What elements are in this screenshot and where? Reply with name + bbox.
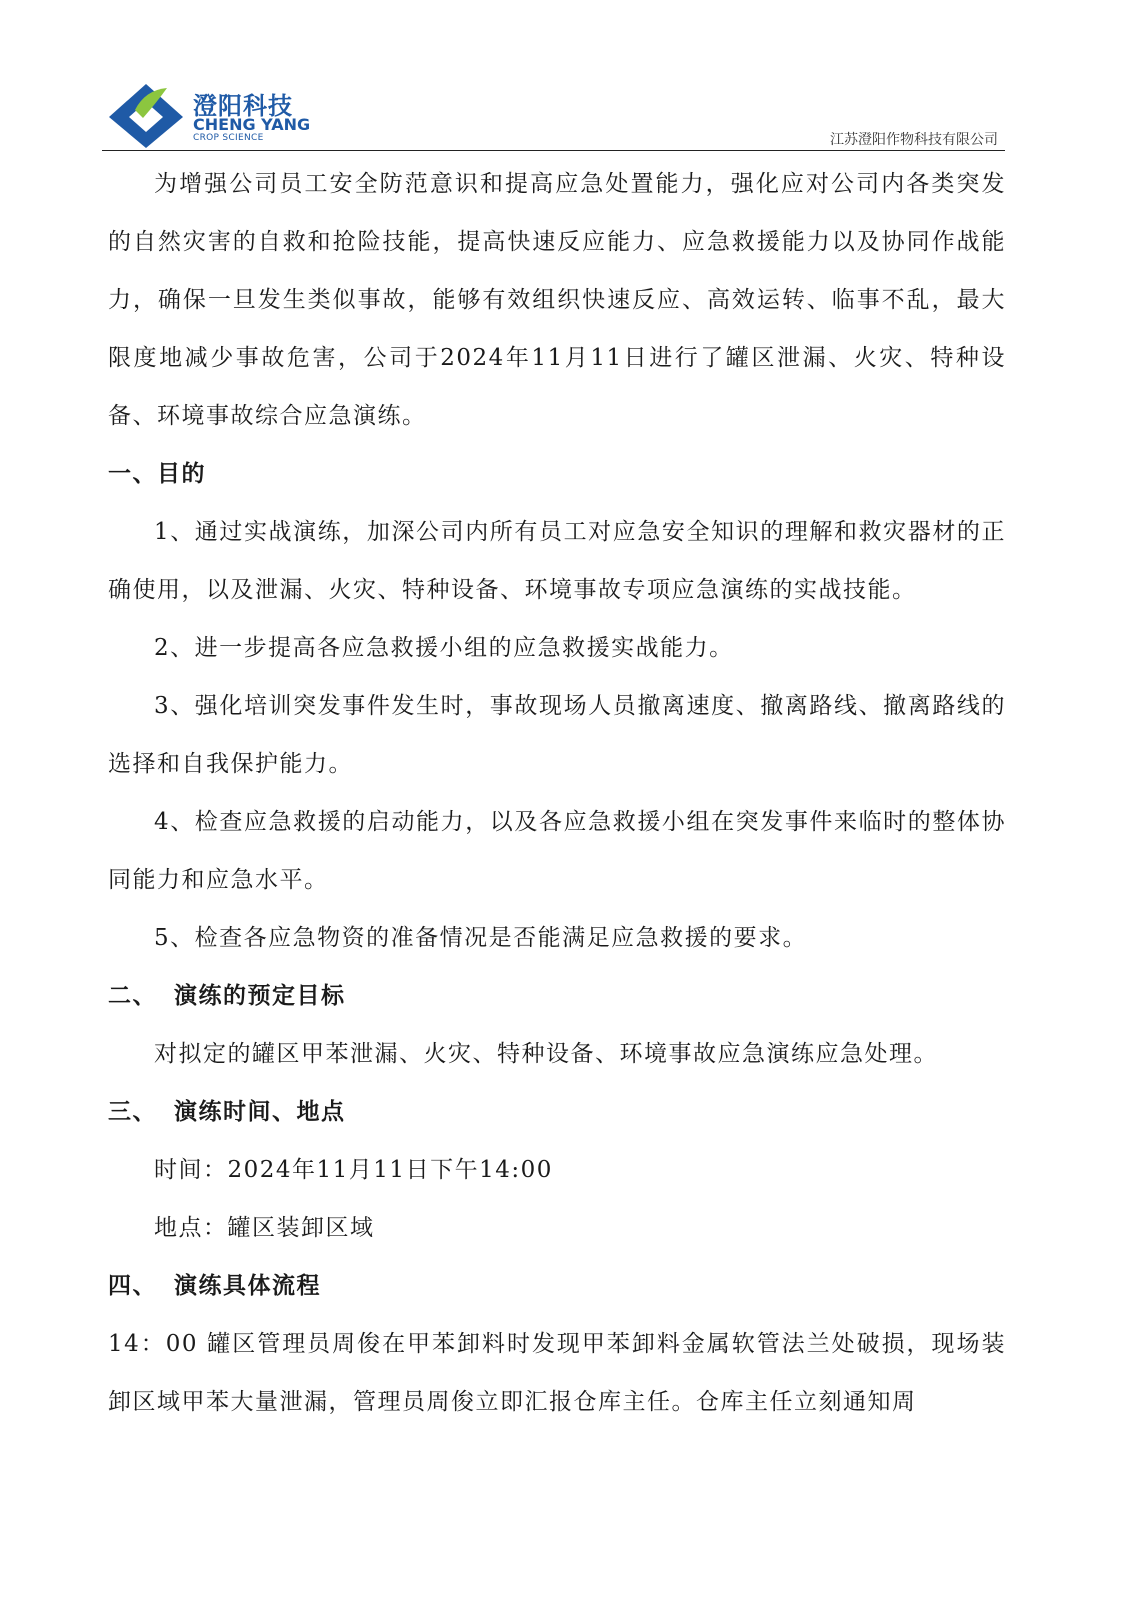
document-body <box>108 155 1006 1431</box>
purpose-item: 2、进一步提高各应急救援小组的应急救援实战能力。 <box>154 635 734 661</box>
purpose-item: 5、检查各应急物资的准备情况是否能满足应急救援的要求。 <box>154 925 808 951</box>
goals-paragraph: 对拟定的罐区甲苯泄漏、火灾、特种设备、环境事故应急演练应急处理。 <box>154 1041 938 1067</box>
logo-english-name: CHENG YANG <box>193 115 311 134</box>
section-number: 四、 <box>108 1272 157 1299</box>
purpose-item: 1、通过实战演练，加深公司内所有员工对应急安全知识的理解和救灾器材的正确使用，以及泄漏、火灾、特种设备、环境事故专项应急演练的实战技能。 <box>108 519 1006 603</box>
drill-time: 时间：2024年11月11日下午14:00 <box>154 1157 553 1183</box>
section-number: 三、 <box>108 1098 157 1125</box>
purpose-item: 3、强化培训突发事件发生时，事故现场人员撤离速度、撤离路线、撤离路线的选择和自我保护能力。 <box>108 693 1006 777</box>
intro-paragraph: 为增强公司员工安全防范意识和提高应急处置能力，强化应对公司内各类突发的自然灾害的自救和抢险技能，提高快速反应能力、应急救援能力以及协同作战能力，确保一旦发生类似事故，能够有效组织快速反应、高效运转、临事不乱，最大限度地减少事故危害，公司于2024年11月11日进行了罐区泄漏、火灾、特种设备、环境事故综合应急演练。 <box>108 171 1006 429</box>
company-name: 江苏澄阳作物科技有限公司 <box>830 132 998 148</box>
section-heading-goals <box>108 967 1006 1025</box>
company-logo <box>105 80 345 150</box>
purpose-item: 4、检查应急救援的启动能力，以及各应急救援小组在突发事件来临时的整体协同能力和应急水平。 <box>108 809 1006 893</box>
process-paragraph: 14：00 罐区管理员周俊在甲苯卸料时发现甲苯卸料金属软管法兰处破损，现场装卸区域甲苯大量泄漏，管理员周俊立即汇报仓库主任。仓库主任立刻通知周 <box>108 1331 1006 1415</box>
header-divider <box>102 150 1005 151</box>
page-header <box>0 0 1131 160</box>
section-heading-process <box>108 1257 1006 1315</box>
drill-place: 地点：罐区装卸区域 <box>154 1215 375 1241</box>
logo-subtitle: CROP SCIENCE <box>193 133 264 143</box>
logo-diamond-icon <box>105 80 187 150</box>
section-title: 演练具体流程 <box>174 1272 321 1299</box>
section-title: 演练时间、地点 <box>174 1098 346 1125</box>
section-title: 演练的预定目标 <box>174 982 346 1009</box>
section-heading-purpose: 一、目的 <box>108 460 206 487</box>
section-number: 二、 <box>108 982 157 1009</box>
section-heading-time-place <box>108 1083 1006 1141</box>
logo-chinese-name: 澄阳科技 <box>193 92 293 120</box>
